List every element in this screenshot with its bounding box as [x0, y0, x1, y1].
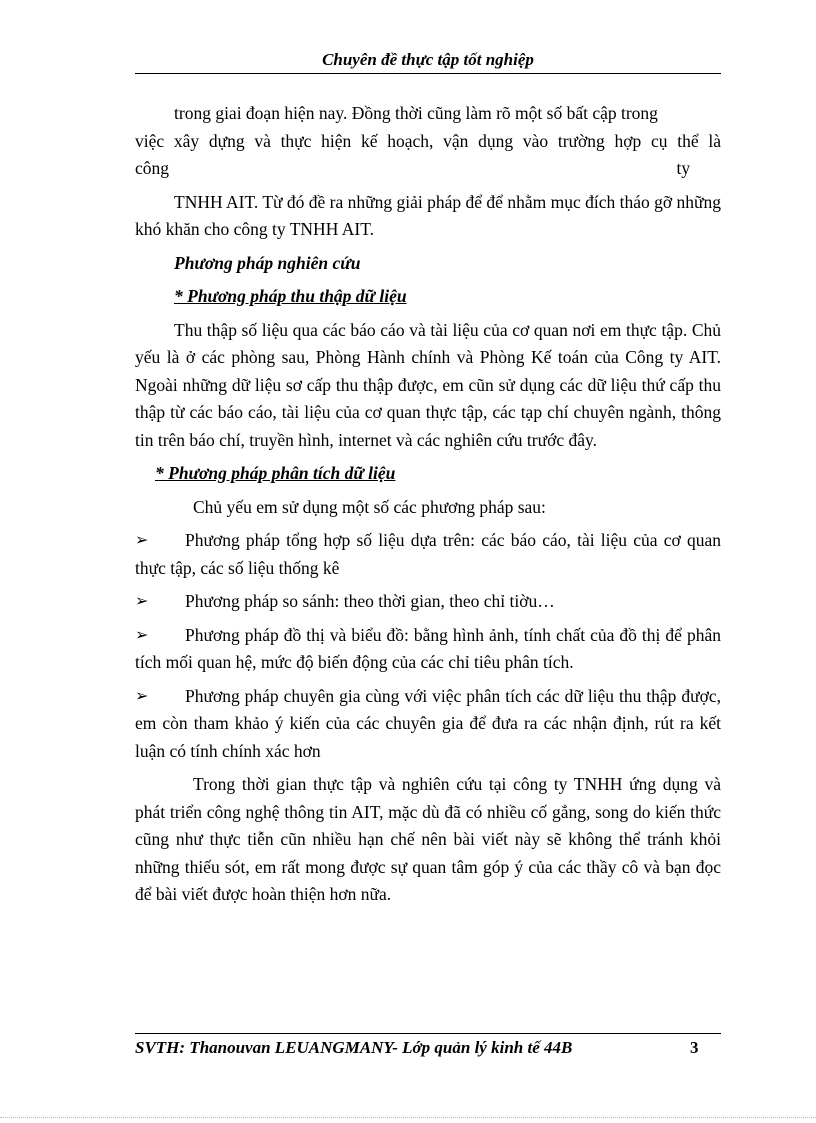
page-number: 3 — [690, 1038, 699, 1057]
heading-data-analysis: * Phương pháp phân tích dữ liệu — [155, 463, 396, 483]
paragraph-intro-line-2: việc xây dựng và thực hiện kế hoạch, vận dụng vào trường hợp cụ thể là — [135, 130, 721, 151]
paragraph-methods-intro: Chủ yếu em sử dụng một số các phương pháp sau: — [193, 496, 546, 517]
arrow-bullet-icon: ➢ — [135, 626, 149, 644]
list-item — [135, 622, 721, 677]
list-item-text: Phương pháp tổng hợp số liệu dựa trên: các báo cáo, tài liệu của cơ quan thực tập, các số liệu thống kê — [135, 530, 721, 578]
paragraph-ait: TNHH AIT. Từ đó đề ra những giải pháp để để nhằm mục đích tháo gỡ những khó khăn cho công ty TNHH AIT. — [135, 191, 721, 239]
heading-data-collection: * Phương pháp thu thập dữ liệu — [174, 286, 407, 306]
paragraph-intro-line-3: công ty — [135, 158, 691, 178]
list-item-text: Phương pháp chuyên gia cùng với việc phân tích các dữ liệu thu thập được, em còn tham khảo ý kiến của các chuyên gia để đưa ra các nhận định, rút ra kết luận có tính chính xác hơn — [135, 685, 721, 761]
list-item — [135, 527, 721, 582]
heading-research-method: Phương pháp nghiên cứu — [174, 252, 361, 273]
list-item-text: Phương pháp so sánh: theo thời gian, theo chỉ tiờu… — [185, 591, 555, 611]
paragraph-conclusion: Trong thời gian thực tập và nghiên cứu tại công ty TNHH ứng dụng và phát triển công nghệ thông tin AIT, mặc dù đã có nhiều cố gắng, song do kiến thức cũng như thực tiễn cũn nhiều hạn chế nên bài viết này sẽ không thể tránh khỏi những thiếu sót, em rất mong được sự quan tâm góp ý của các thầy cô và bạn đọc để bài viết được hoàn thiện hơn nữa. — [135, 774, 721, 904]
header-divider — [135, 73, 721, 74]
footer-divider — [135, 1033, 721, 1034]
page-edge-divider — [0, 1117, 816, 1118]
arrow-bullet-icon: ➢ — [135, 593, 149, 610]
paragraph-data-collection: Thu thập số liệu qua các báo cáo và tài liệu của cơ quan nơi em thực tập. Chủ yếu là ở các phòng sau, Phòng Hành chính và Phòng Kế toán của Công ty AIT. Ngoài những dữ liệu sơ cấp thu thập được, em cũn sử dụng các dữ liệu thứ cấp thu thập từ các báo cáo, tài liệu của cơ quan thực tập, các tạp chí chuyên ngành, thông tin trên báo chí, truyền hình, internet và các nghiên cứu trước đây. — [135, 319, 721, 450]
arrow-bullet-icon: ➢ — [135, 532, 149, 549]
list-item-text: Phương pháp đồ thị và biểu đồ: bằng hình ảnh, tính chất của đồ thị để phân tích mối quan hệ, mức độ biến động của các chỉ tiêu phân tích. — [135, 624, 721, 672]
arrow-bullet-icon: ➢ — [135, 687, 149, 705]
list-item — [135, 683, 721, 766]
document-body — [135, 100, 721, 909]
header-title: Chuyên đề thực tập tốt nghiệp — [322, 50, 534, 69]
footer-author: SVTH: Thanouvan LEUANGMANY- Lớp quản lý kinh tế 44B — [135, 1038, 573, 1057]
list-item — [135, 588, 721, 616]
paragraph-intro-line-1: trong giai đoạn hiện nay. Đồng thời cũng làm rõ một số bất cập trong — [174, 103, 658, 123]
